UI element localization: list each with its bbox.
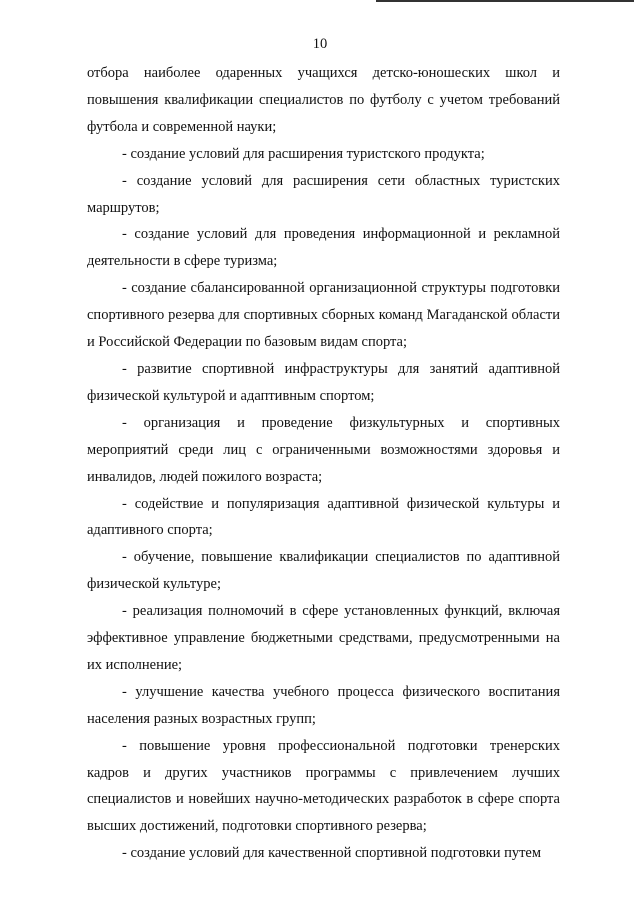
page-number: 10 [312,36,328,52]
scan-edge-line [376,0,634,2]
continuation-paragraph: отбора наиболее одаренных учащихся детско-юношеских школ и повышения квалификации специалистов по футболу с учетом требований футбола и современной науки; [87,65,560,135]
list-item-budget-management: - реализация полномочий в сфере установленных функций, включая эффективное управление бюджетными средствами, предусмотренными на их исполнение; [87,603,560,673]
list-item-physical-education: - улучшение качества учебного процесса физического воспитания населения разных возрастных групп; [87,683,560,727]
list-item-tourist-routes: - создание условий для расширения сети областных туристских маршрутов; [87,172,560,216]
list-item-advertising: - создание условий для проведения информационной и рекламной деятельности в сфере туризма; [87,226,560,270]
list-item-sports-events: - организация и проведение физкультурных и спортивных мероприятий среди лиц с ограниченными возможностями здоровья и инвалидов, людей пожилого возраста; [87,414,560,485]
list-item-adaptive-infrastructure: - развитие спортивной инфраструктуры для занятий адаптивной физической культурой и адаптивным спортом; [87,360,560,404]
list-item-sports-reserve-structure: - создание сбалансированной организационной структуры подготовки спортивного резерва для спортивных сборных команд Магаданской области и Российской Федерации по базовым видам спорта; [87,280,560,351]
list-item-tourist-product: - создание условий для расширения туристского продукта; [122,145,485,162]
list-item-training: - обучение, повышение квалификации специалистов по адаптивной физической культуре; [87,549,560,593]
list-item-quality-conditions: - создание условий для качественной спортивной подготовки путем [122,845,542,862]
list-item-coach-training: - повышение уровня профессиональной подготовки тренерских кадров и других участников программы с привлечением лучших специалистов и новейших научно-методических разработок в сфере спорта высших достижений, подготовки спортивного резерва; [87,737,560,835]
document-body [87,60,560,867]
list-item-popularization: - содействие и популяризация адаптивной физической культуры и адаптивного спорта; [87,495,560,539]
